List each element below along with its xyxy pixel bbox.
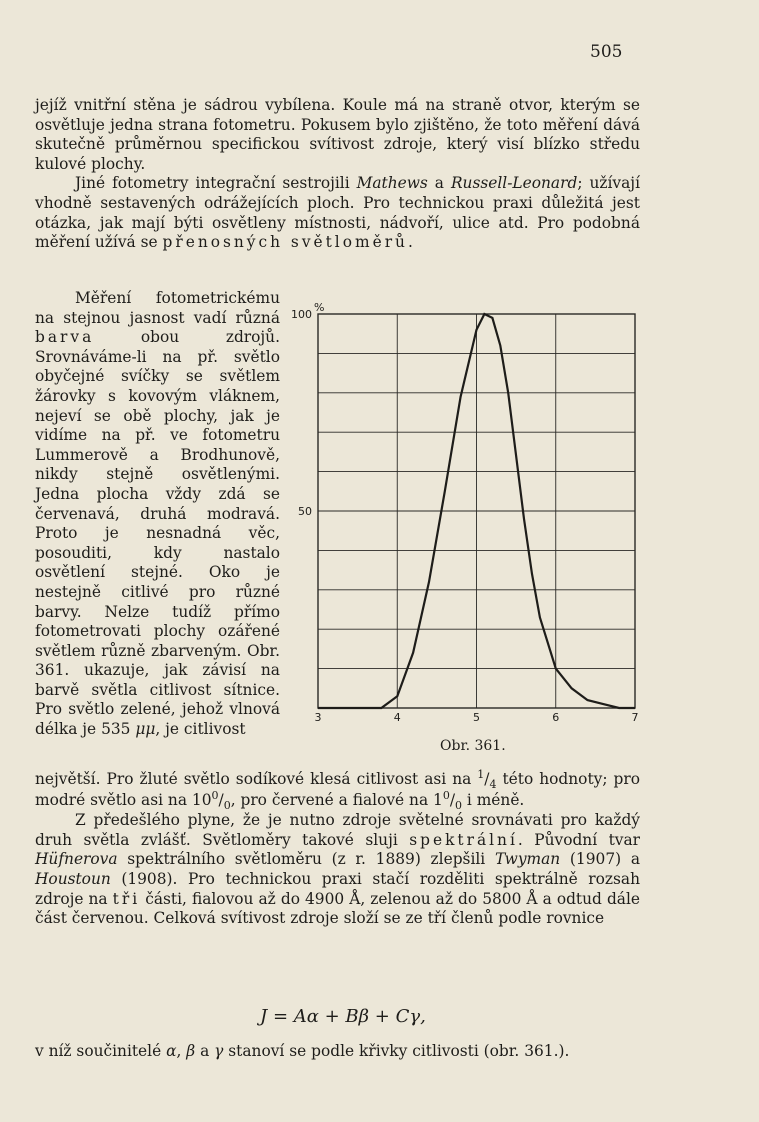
top-text: [35, 96, 640, 253]
x-tick-label: 6: [552, 711, 560, 724]
sensitivity-figure: [282, 300, 642, 734]
x-tick-label: 5: [473, 711, 480, 724]
paragraph-4: Z předešlého plyne, že je nutno zdroje světelné srovnávati pro každý druh světla zvlášť. Světloměry takové sluji spektrální. Původní tvar Hüfnerova spektrálního světloměru (z r. 1889) zlepšili Twyman (1907) a Houstoun (1908). Pro technickou praxi stačí rozděliti spektrálně rozsah zdroje na tři části, fialovou až do 4900 Å, zelenou až do 5800 Å a odtud dále část červenou. Celková svítivost zdroje složí se ze tří členů podle rovnice: [35, 811, 640, 928]
y-axis-unit-label: %: [314, 301, 325, 314]
paragraph-3: Měření fotometrickému na stejnou jasnost vadí různá barva obou zdrojů. Srovnáváme-li na př. světlo obyčejné svíčky se světlem žárovky s kovovým vláknem, nejeví se obě plochy, jak je vidíme na př. ve fotometru Lummerově a Brodhunově, nikdy stejně osvětlenými. Jedna plocha vždy zdá se červenavá, druhá modravá. Proto je nesnadná věc, posouditi, kdy nastalo osvětlení stejné. Oko je nestejně citlivé pro různé barvy. Nelze tudíž přímo fotometrovati plochy ozářené světlem různě zbarveným. Obr. 361. ukazuje, jak závisí na barvě světla citlivost sítnice. Pro světlo zelené, jehož vlnová délka je 535 μμ, je citlivost: [35, 289, 280, 739]
sensitivity-chart: [282, 300, 642, 730]
chart-grid: [318, 314, 635, 708]
y-tick-label: 100: [291, 308, 312, 321]
bottom-text: [35, 770, 640, 929]
left-column-text: [35, 289, 280, 740]
x-tick-label: 7: [631, 711, 639, 724]
paragraph-3-continued: největší. Pro žluté světlo sodíkové klesá citlivost asi na $^1/_4$ této hodnoty; pro modré světlo asi na $10^0/_0$, pro červené a fialové na $1^0/_0$ i méně.: [35, 768, 640, 812]
chart-ticks: [291, 301, 639, 724]
paragraph-5: v níž součinitelé α, β a γ stanoví se podle křivky citlivosti (obr. 361.).: [35, 1042, 570, 1060]
page-number: 505: [590, 42, 623, 62]
figure-caption: Obr. 361.: [440, 738, 506, 754]
paragraph-1: jejíž vnitřní stěna je sádrou vybílena. Koule má na straně otvor, kterým se osvětluje jedna strana fotometru. Pokusem bylo zjištěno, že toto měření dává skutečně průměrnou specifickou svítivost zdroje, který visí blízko středu kulové plochy.: [35, 96, 640, 173]
x-tick-label: 4: [393, 711, 401, 724]
paragraph-2: Jiné fotometry integrační sestrojili Mathews a Russell-Leonard; užívají vhodně sestavených odrážejících ploch. Pro technickou praxi důležitá jest otázka, jak mají býti osvětleny místnosti, nádvoří, ulice atd. Pro podobná měření užívá se přenosných světloměrů.: [35, 174, 640, 252]
x-tick-label: 3: [314, 711, 322, 724]
y-tick-label: 50: [298, 505, 312, 518]
equation: J = Aα + Bβ + Cγ,: [260, 1006, 426, 1027]
